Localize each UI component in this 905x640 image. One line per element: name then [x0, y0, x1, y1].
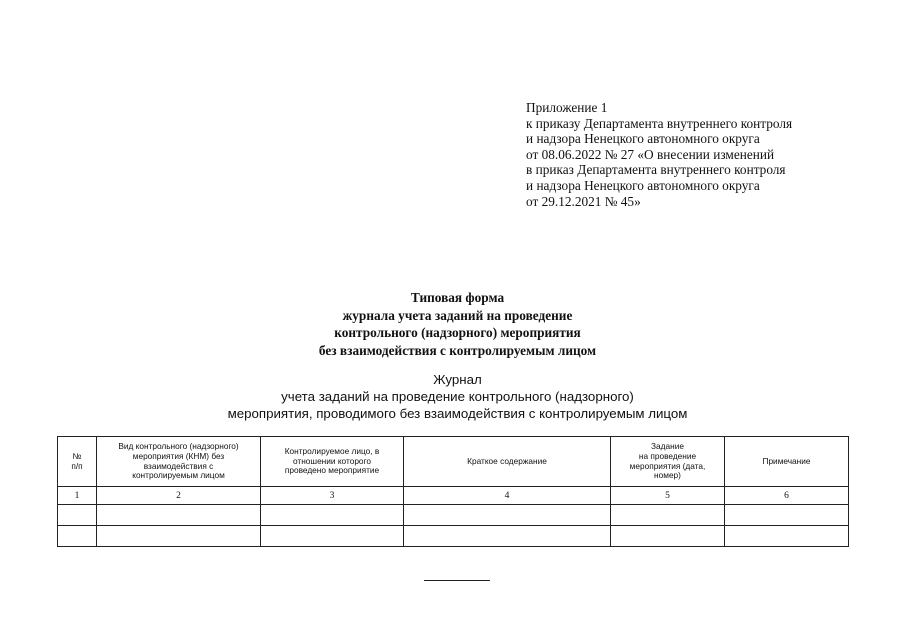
- column-number: 3: [261, 487, 404, 505]
- table-header-row: [58, 437, 849, 487]
- appendix-line: в приказ Департамента внутреннего контроля: [526, 162, 786, 178]
- table-cell: [725, 505, 849, 526]
- header-row-number: № п/п: [58, 437, 97, 487]
- appendix-line: и надзора Ненецкого автономного округа: [526, 131, 760, 147]
- journal-title-line: Журнал: [433, 372, 482, 387]
- column-number: 6: [725, 487, 849, 505]
- appendix-line: от 29.12.2021 № 45»: [526, 193, 641, 209]
- header-controlled-person: Контролируемое лицо, в отношении которого проведено мероприятие: [261, 437, 404, 487]
- header-event-type: Вид контрольного (надзорного) мероприятия (КНМ) без взаимодействия с контролируемым лицом: [97, 437, 261, 487]
- header-summary: Краткое содержание: [404, 437, 611, 487]
- table-row: [58, 505, 849, 526]
- table-cell: [97, 526, 261, 547]
- table-cell: [261, 505, 404, 526]
- form-title-line: Типовая форма: [410, 290, 505, 305]
- footer-divider: [424, 580, 490, 581]
- column-number: 5: [611, 487, 725, 505]
- table-cell: [97, 505, 261, 526]
- table-row: [58, 526, 849, 547]
- appendix-line: и надзора Ненецкого автономного округа: [526, 177, 760, 193]
- journal-title-line: учета заданий на проведение контрольного (надзорного): [281, 389, 634, 404]
- form-title-line: без взаимодействия с контролируемым лицом: [318, 342, 597, 358]
- journal-table: [57, 436, 849, 547]
- table-cell: [58, 505, 97, 526]
- appendix-line: от 08.06.2022 № 27 «О внесении изменений: [526, 146, 775, 162]
- header-note: Примечание: [725, 437, 849, 487]
- table-cell: [611, 526, 725, 547]
- journal-title-line: мероприятия, проводимого без взаимодействия с контролируемым лицом: [227, 406, 688, 421]
- column-number: 4: [404, 487, 611, 505]
- column-number: 2: [97, 487, 261, 505]
- table-cell: [261, 526, 404, 547]
- appendix-line: Приложение 1: [526, 100, 608, 115]
- form-title-line: контрольного (надзорного) мероприятия: [334, 325, 581, 340]
- appendix-block: [526, 100, 792, 209]
- table-cell: [725, 526, 849, 547]
- table-cell: [611, 505, 725, 526]
- table-cell: [404, 505, 611, 526]
- appendix-line: к приказу Департамента внутреннего контроля: [526, 115, 793, 131]
- header-task: Задание на проведение мероприятия (дата, номер): [611, 437, 725, 487]
- journal-title: [0, 371, 905, 422]
- form-title-line: журнала учета заданий на проведение: [342, 307, 573, 323]
- column-number-row: [58, 487, 849, 505]
- table-cell: [404, 526, 611, 547]
- table-cell: [58, 526, 97, 547]
- form-title: [0, 289, 905, 359]
- column-number: 1: [58, 487, 97, 505]
